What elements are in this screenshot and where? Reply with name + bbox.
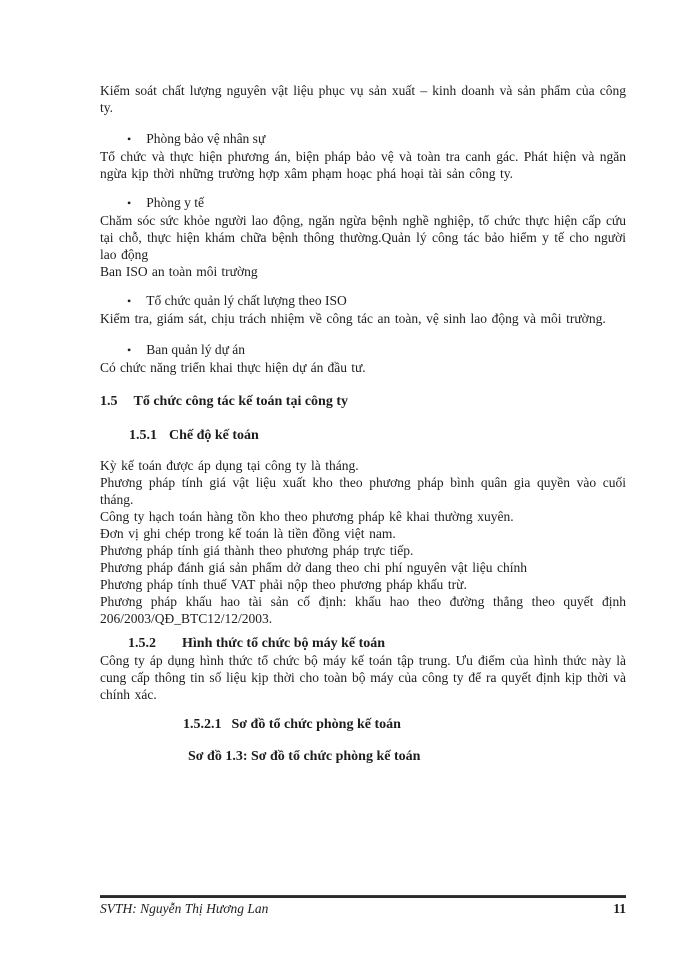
section-title: Chế độ kế toán (169, 428, 259, 443)
regime-line: Đơn vị ghi chép trong kế toán là tiền đồng việt nam. (100, 526, 396, 541)
page-content (100, 82, 626, 765)
regime-line: Phương pháp tính giá thành theo phương pháp trực tiếp. (100, 543, 414, 558)
project-board-paragraph: Có chức năng triển khai thực hiện dự án đầu tư. (100, 360, 366, 375)
regime-line: Phương pháp tính giá vật liệu xuất kho theo phương pháp bình quân gia quyền vào cuối tháng. (100, 475, 626, 507)
footer-divider (100, 895, 626, 898)
iso-quality-paragraph: Kiểm tra, giám sát, chịu trách nhiệm về công tác an toàn, vệ sinh lao động và môi trường. (100, 311, 606, 326)
footer-author: SVTH: Nguyễn Thị Hương Lan (100, 901, 269, 916)
section-heading-1-5 (100, 393, 626, 410)
bullet-icon: • (127, 343, 132, 357)
bullet-label: Ban quản lý dự án (146, 342, 246, 357)
footer-page-number: 11 (613, 901, 626, 916)
page-footer (100, 895, 626, 917)
section-title: Hình thức tổ chức bộ máy kế toán (182, 636, 386, 651)
section-title: Sơ đồ tổ chức phòng kế toán (231, 717, 401, 732)
bullet-icon: • (127, 196, 132, 210)
bullet-item-medical (100, 194, 626, 212)
bullet-icon: • (127, 294, 132, 308)
security-paragraph: Tổ chức và thực hiện phương án, biện pháp bảo vệ và toàn tra canh gác. Phát hiện và ngăn ngừa kịp thời những trường hợp xâm phạm hoạc phá hoại tài sản công ty. (100, 149, 626, 181)
diagram-caption: Sơ đồ 1.3: Sơ đồ tổ chức phòng kế toán (188, 749, 421, 764)
section-title: Tổ chức công tác kế toán tại công ty (133, 394, 348, 409)
bullet-label: Phòng bảo vệ nhân sự (146, 131, 266, 146)
regime-line: Phương pháp đánh giá sản phẩm dở dang theo chi phí nguyên vật liệu chính (100, 560, 528, 575)
section-heading-1-5-2-1 (183, 716, 626, 733)
intro-paragraph: Kiểm soát chất lượng nguyên vật liệu phục vụ sản xuất – kinh doanh và sản phẩm của công ty. (100, 83, 626, 115)
iso-board-line: Ban ISO an toàn môi trường (100, 264, 258, 279)
section-number: 1.5 (100, 394, 118, 409)
section-number: 1.5.1 (129, 428, 157, 443)
section-number: 1.5.2 (128, 636, 156, 651)
section-number: 1.5.2.1 (183, 717, 222, 732)
accounting-regime-block (100, 457, 626, 627)
apparatus-paragraph: Công ty áp dụng hình thức tổ chức bộ máy kế toán tập trung. Ưu điểm của hình thức này là cung cấp thông tin số liệu kịp thời cho toàn bộ máy của công ty để ra quyết định kịp thời và chính xác. (100, 653, 626, 702)
bullet-label: Phòng y tế (146, 195, 204, 210)
medical-paragraph: Chăm sóc sức khỏe người lao động, ngăn ngừa bệnh nghề nghiệp, tổ chức thực hiện cấp cứu tại chỗ, thực hiện khám chữa bệnh thông thường.Quản lý công tác bảo hiểm y tế cho người lao động (100, 213, 626, 262)
footer-row (100, 901, 626, 917)
bullet-item-iso-quality (100, 292, 626, 310)
regime-line: Kỳ kế toán được áp dụng tại công ty là tháng. (100, 458, 359, 473)
bullet-label: Tổ chức quản lý chất lượng theo ISO (146, 293, 347, 308)
bullet-item-security (100, 130, 626, 148)
bullet-icon: • (127, 132, 132, 146)
regime-line: Công ty hạch toán hàng tồn kho theo phương pháp kê khai thường xuyên. (100, 509, 514, 524)
bullet-item-project-board (100, 341, 626, 359)
section-heading-1-5-2 (128, 635, 626, 652)
section-heading-1-5-1 (129, 427, 626, 444)
regime-line: Phương pháp tính thuế VAT phải nộp theo phương pháp khấu trừ. (100, 577, 467, 592)
regime-line: Phương pháp khấu hao tài sản cố định: khấu hao theo đường thẳng theo quyết định 206/2003/QĐ_BTC12/12/2003. (100, 594, 626, 626)
